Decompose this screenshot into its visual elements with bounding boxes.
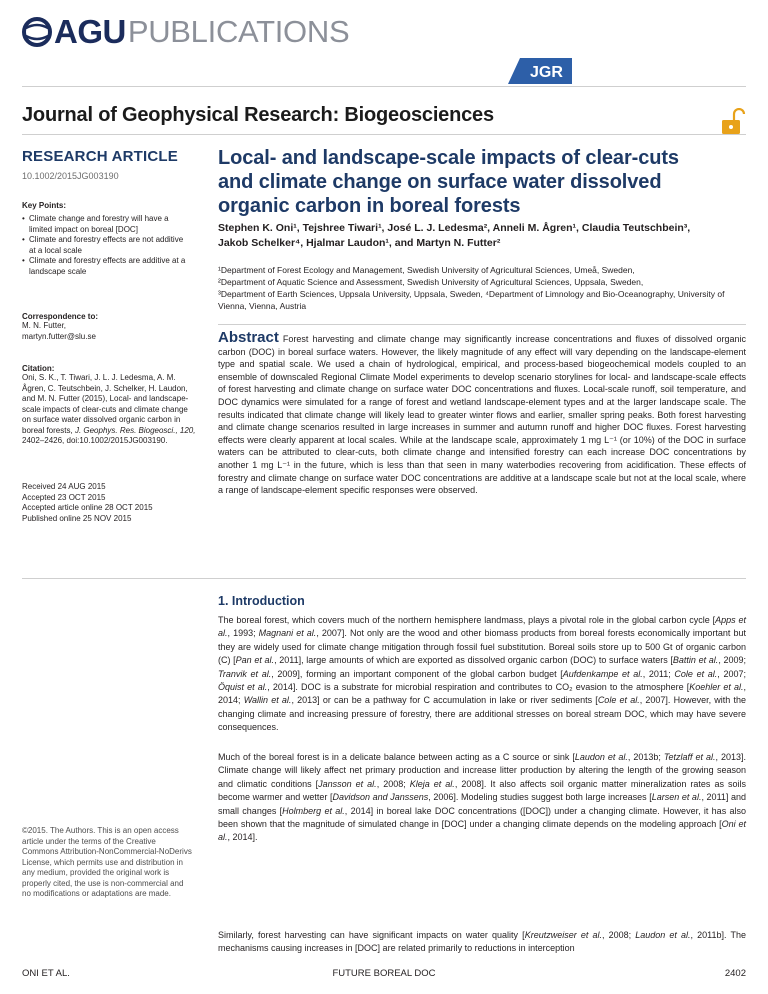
citation-ref[interactable]: Laudon et al.	[574, 752, 628, 762]
date-accepted: Accepted 23 OCT 2015	[22, 492, 106, 502]
citation-ref[interactable]: Pan et al.	[235, 655, 275, 666]
citation-body: Oni, S. K., T. Tiwari, J. L. J. Ledesma, A. M. Ågren, C. Teutschbein, J. Schelker, H. Laudon, and M. N. Futter (2015), Local- and landscape-scale impacts of clear-cuts and climate change on surface water dissolved organic carbon in boreal forests,	[22, 373, 189, 435]
citation-volume: , 120,	[175, 425, 196, 435]
agu-globe-icon	[22, 17, 52, 47]
citation-ref[interactable]: Davidson and Janssens	[332, 792, 429, 803]
footer-page-number: 2402	[724, 968, 746, 979]
citation-text	[22, 373, 197, 447]
correspondence-email[interactable]: martyn.futter@slu.se	[22, 331, 96, 341]
jgr-journal-badge	[508, 58, 572, 84]
journal-title: Journal of Geophysical Research: Biogeosciences	[22, 104, 494, 126]
dates-block	[22, 482, 192, 524]
key-points-list	[22, 214, 192, 277]
affiliation: ¹Department of Forest Ecology and Management, Swedish University of Agricultural Sciences, Umeå, Sweden,	[218, 265, 635, 275]
citation-ref[interactable]: Aufdenkampe et al.	[562, 668, 643, 679]
key-point: • Climate change and forestry will have a limited impact on boreal [DOC]	[22, 214, 192, 235]
license-block	[22, 826, 192, 900]
abstract-divider	[218, 324, 746, 325]
masthead	[0, 0, 768, 96]
citation-ref[interactable]: Laudon et al.	[635, 930, 691, 940]
intro-paragraph-2: Much of the boreal forest is in a delicate balance between acting as a C source or sink [Laudon et al., 2013b; Tetzlaff et al., 2013]. Climate change will likely affect net primary production and increase litter production by altering the length of the growing season and climatic conditions [Jansson et al., 2008; Kleja et al., 2008]. It also affects soil organic matter mineralization rates as soils become warmer and wetter [Davidson and Janssens, 2006]. Modeling studies suggest both large increases [Larsen et al., 2011] and small changes [Holmberg et al., 2014] in boreal lake DOC concentrations ([DOC]) under a changing climate. However, it has also been shown that the magnitude of simulated change in [DOC] under a changing climate depends on the modeling approach [Oni et al., 2014].	[218, 752, 747, 843]
abstract	[218, 329, 746, 497]
agu-publications-logo[interactable]	[22, 12, 349, 52]
citation-ref[interactable]: Tetzlaff et al.	[663, 752, 716, 762]
footer-running-title: FUTURE BOREAL DOC	[332, 968, 436, 979]
title-divider	[22, 134, 746, 135]
article-type: RESEARCH ARTICLE	[22, 148, 178, 165]
logo-publications-text: PUBLICATIONS	[127, 14, 350, 49]
citation-ref[interactable]: Cole et al.	[597, 695, 640, 706]
abstract-heading: Abstract	[218, 329, 279, 346]
citation-ref[interactable]: Tranvik et al.	[218, 668, 272, 679]
citation-ref[interactable]: Jansson et al.	[318, 778, 377, 789]
affiliation: ²Department of Aquatic Science and Assessment, Swedish University of Agricultural Sciences, Uppsala, Sweden,	[218, 277, 644, 287]
citation-ref[interactable]: Öquist et al.	[218, 682, 268, 693]
authors-line: Stephen K. Oni¹, Tejshree Tiwari¹, José L. J. Ledesma², Anneli M. Ågren¹, Claudia Teutschbein³,	[218, 222, 691, 234]
citation-ref[interactable]: Oni et al.	[218, 819, 747, 843]
citation-ref[interactable]: Wallin et al.	[243, 695, 292, 706]
citation-block	[22, 364, 197, 447]
citation-pages: 2402–2426, doi:10.1002/2015JG003190.	[22, 436, 168, 445]
citation-label: Citation:	[22, 364, 55, 373]
affiliation: ³Department of Earth Sciences, Uppsala University, Uppsala, Sweden, ⁴Department of Limnology and Bio-Oceanography, University of Vienna, Vienna, Austria	[218, 289, 725, 311]
citation-ref[interactable]: Holmberg et al.	[282, 805, 345, 816]
intro-paragraph-3: Similarly, forest harvesting can have significant impacts on water quality [Kreutzweiser et al., 2008; Laudon et al., 2011b]. The mechanisms causing increases in [DOC] are related primarily to reductions in interception	[218, 930, 746, 954]
jgr-badge-text: JGR	[530, 64, 563, 81]
logo-agu-text: AGU	[54, 13, 126, 50]
correspondence-block	[22, 312, 192, 342]
citation-journal: J. Geophys. Res. Biogeosci.	[74, 425, 176, 435]
article-title: Local- and landscape-scale impacts of clear-cuts and climate change on surface water dissolved organic carbon in boreal forests	[218, 147, 679, 217]
license-text: ©2015. The Authors. This is an open access article under the terms of the Creative Commons Attribution-NonCommercial-NoDerivs License, which permits use and distribution in any medium, provided the original work is properly cited, the use is non-commercial and no modifications or adaptations are made.	[22, 826, 192, 898]
affiliations	[218, 264, 748, 312]
citation-ref[interactable]: Koehler et al.	[689, 682, 744, 693]
section-divider	[22, 578, 746, 579]
article-doi[interactable]: 10.1002/2015JG003190	[22, 171, 119, 181]
intro-paragraph-1: The boreal forest, which covers much of the northern hemisphere landmass, plays a pivotal role in the global carbon cycle [Apps et al., 1993; Magnani et al., 2007]. Not only are the wood and other biomass products from boreal forests economically important but they are widely used for climate change mitigation through fossil fuel substitution. Boreal soils store up to 500 Gt of organic carbon (C) [Pan et al., 2011], large amounts of which are exported as dissolved organic carbon (DOC) to surface waters [Battin et al., 2009; Tranvik et al., 2009], forming an important component of the global carbon budget [Aufdenkampe et al., 2011; Cole et al., 2007; Öquist et al., 2014]. DOC is a substrate for microbial respiration and contributes to CO₂ evasion to the atmosphere [Koehler et al., 2014; Wallin et al., 2013] or can be a pathway for C accumulation in lake or river sediments [Cole et al., 2007]. However, with the changing climate and increasing pressure of forestry, there are additional stresses on boreal stream DOC, which may have severe consequences.	[218, 615, 747, 733]
abstract-text: Forest harvesting and climate change may significantly increase concentrations and fluxes of dissolved organic carbon (DOC) in boreal surface waters. However, the likely magnitude of any effect will vary depending on the landscape-element type and spatial scale. We used a chain of hydrological, empirical, and process-based biogeochemical models coupled to an ensemble of downscaled Regional Climate Model experiments to develop scenario storylines for local- and landscape-scale effects of forest harvesting and climate change on surface water DOC concentrations and fluxes. Local-scale runoff, soil temperature, and DOC dynamics were simulated for a range of forest and wetland landscape-element types and at the larger landscape scale. The results indicated that climate change will likely lead to greater winter flows and earlier, smaller spring peaks. Both forest harvesting and climate change scenarios resulted in large increases in summer and autumn runoff and higher DOC fluxes. Forest harvesting effects were clearly apparent at local scales. While at the landscape scale, approximately 1 mg L⁻¹ (or 10%) of the DOC in surface waters can be attributed to clear-cuts, both climate change and intensified forestry can each increase DOC concentrations by another 1 mg L⁻¹ in the future, which is less than that seen in many waterbodies recovering from acidification. These effects of forestry and climate change on surface water DOC concentrations are additive at a landscape scale but not at the local scale, where a range of landscape-element specific responses were observed.	[218, 334, 746, 496]
section-heading: 1. Introduction	[218, 594, 305, 608]
key-point: • Climate and forestry effects are not additive at a local scale	[22, 235, 192, 256]
correspondence-label: Correspondence to:	[22, 312, 99, 321]
citation-ref[interactable]: Cole et al.	[674, 668, 718, 679]
citation-ref[interactable]: Kleja et al.	[409, 778, 455, 789]
citation-ref[interactable]: Battin et al.	[672, 655, 719, 666]
citation-ref[interactable]: Larsen et al.	[651, 792, 702, 803]
citation-ref[interactable]: Kreutzweiser et al.	[524, 930, 602, 940]
author-list	[218, 221, 748, 251]
open-access-lock-icon	[720, 108, 746, 136]
footer-authors: ONI ET AL.	[22, 968, 70, 979]
date-online: Accepted article online 28 OCT 2015	[22, 503, 153, 512]
masthead-divider	[22, 86, 746, 87]
key-point: • Climate and forestry effects are additive at a landscape scale	[22, 256, 192, 277]
date-published: Published online 25 NOV 2015	[22, 513, 132, 523]
key-points-label: Key Points:	[22, 201, 67, 210]
sidebar	[22, 148, 192, 277]
citation-ref[interactable]: Apps et al.	[218, 615, 746, 639]
correspondence-name: M. N. Futter,	[22, 321, 67, 330]
citation-ref[interactable]: Magnani et al.	[258, 628, 317, 639]
date-received: Received 24 AUG 2015	[22, 482, 106, 491]
authors-line: Jakob Schelker⁴, Hjalmar Laudon¹, and Martyn N. Futter²	[218, 237, 501, 249]
